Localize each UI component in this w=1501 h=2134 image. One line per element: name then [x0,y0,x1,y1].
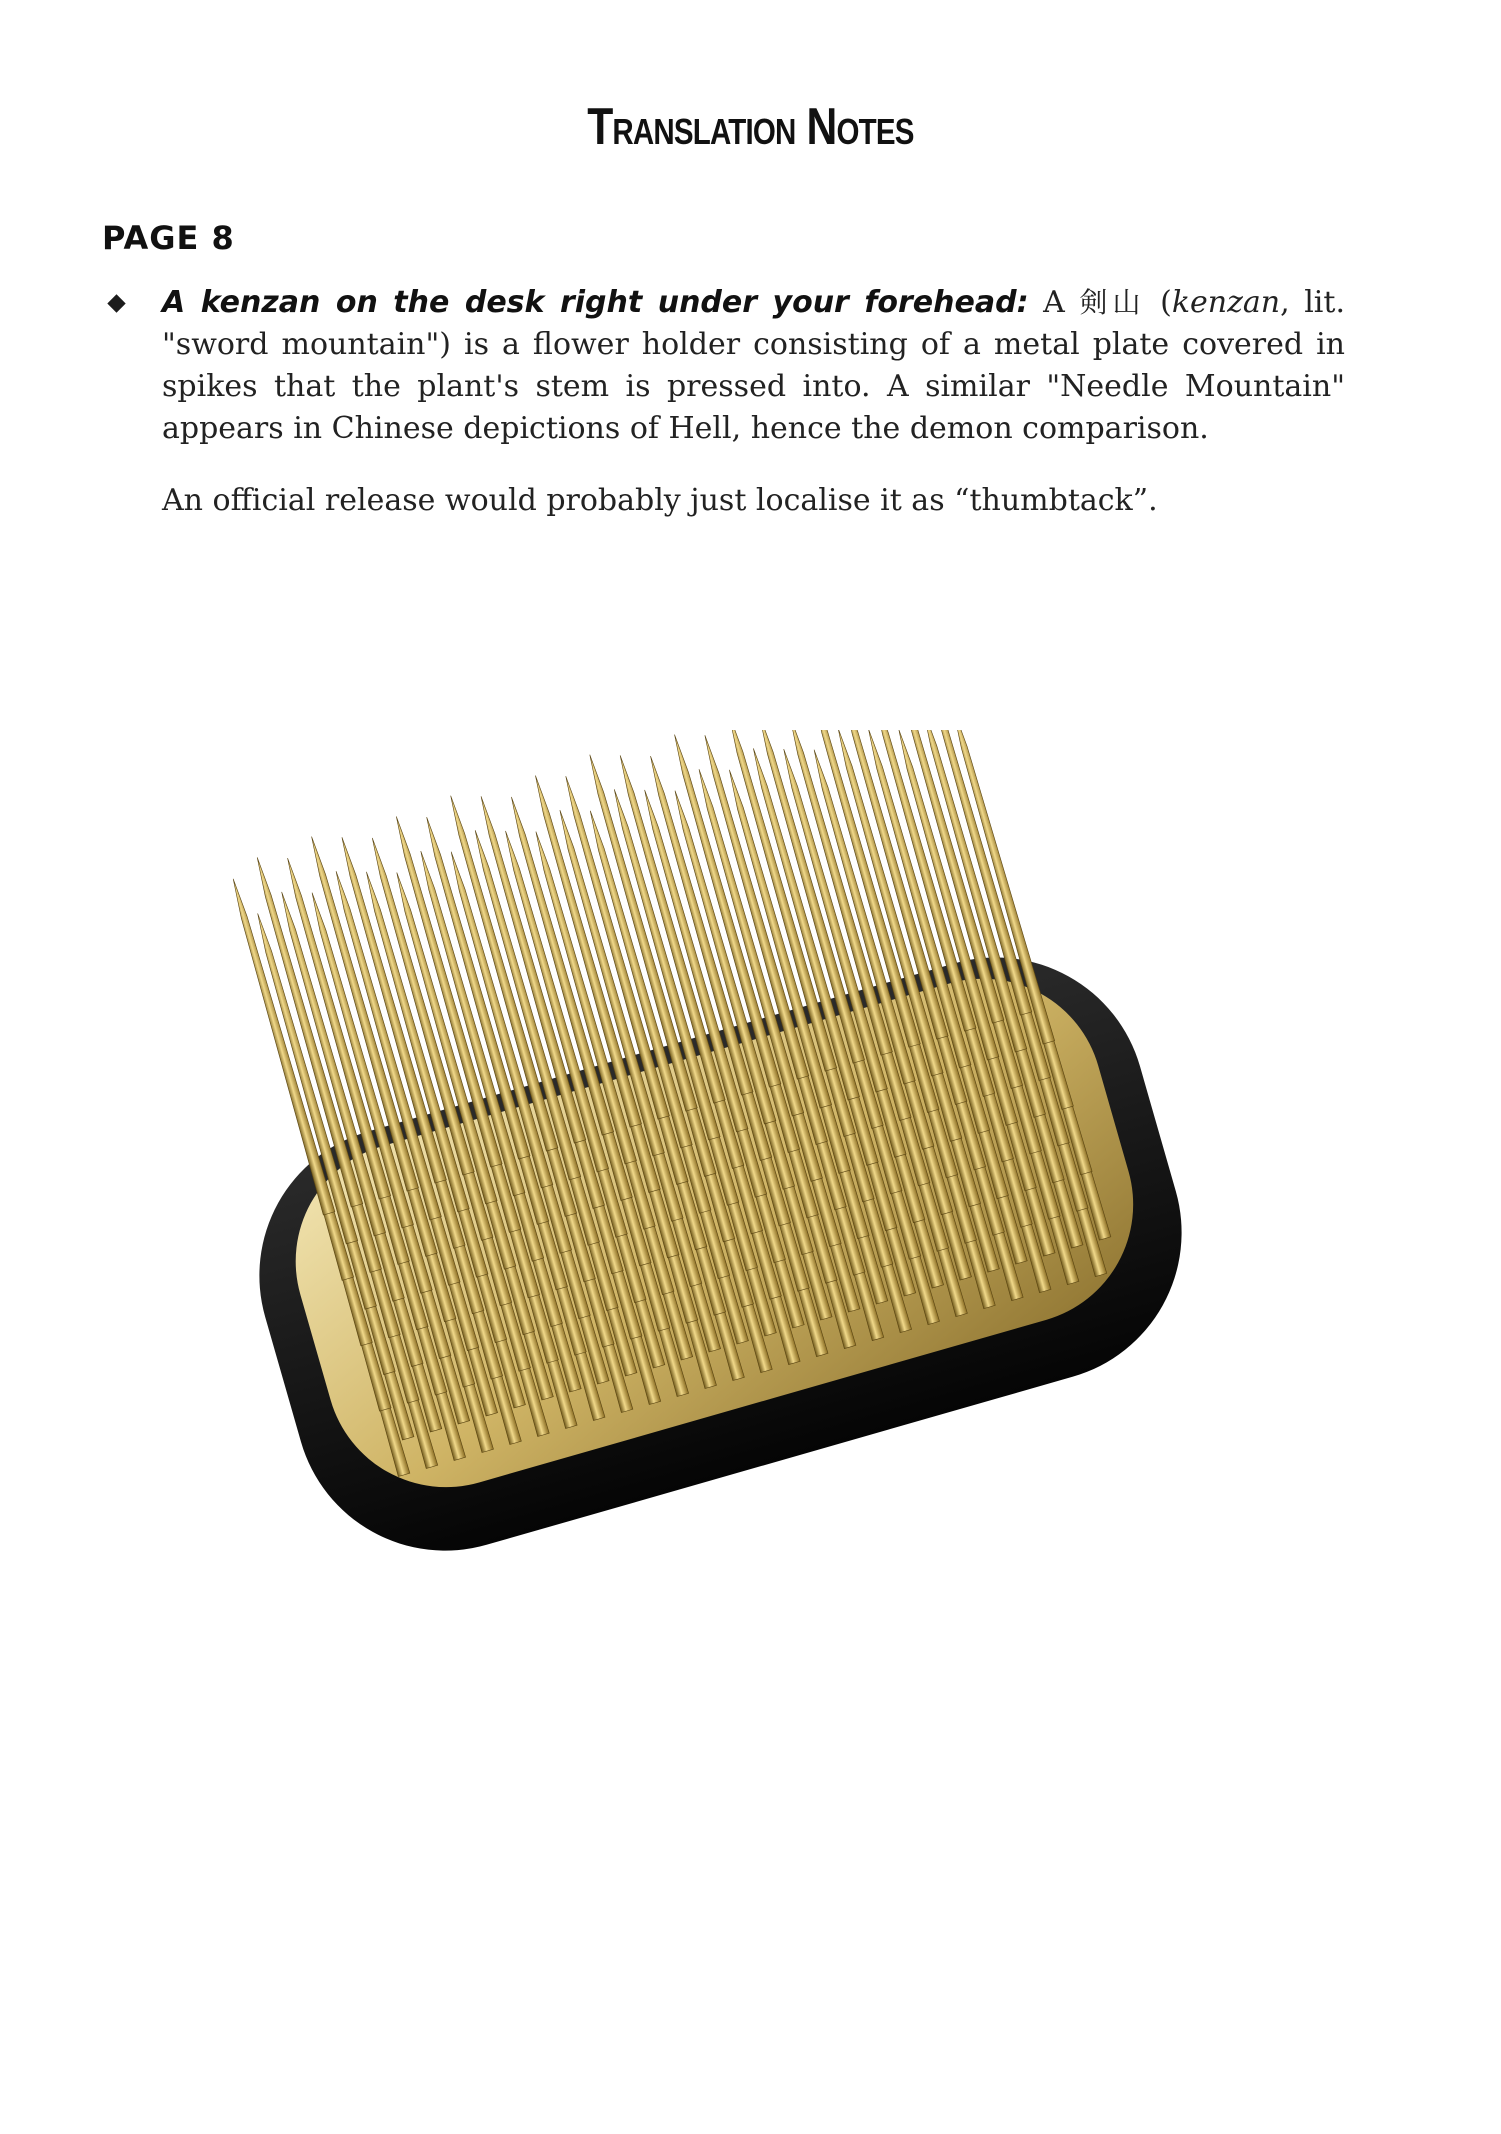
note-romaji: kenzan [1171,285,1281,320]
section-heading: PAGE 8 [102,219,235,257]
note-paragraph [162,282,1345,450]
note-followup: An official release would probably just localise it as “thumbtack”. [162,483,1158,518]
kenzan-photo [230,730,1270,1635]
note-kanji: 剣山 [1079,286,1146,319]
note-text-c: , lit. "sword mountain") is a flower holder consisting of a metal plate covered in spikes that the plant's stem is pressed into. A similar "Needle Mountain" appears in Chinese depictions of Hell, hence the demon comparison. [162,285,1345,446]
note-text-b: ( [1145,285,1172,320]
page-title: Translation Notes [587,98,914,156]
translation-note [162,282,1345,450]
note-text-a: A [1028,285,1080,320]
note-term: A kenzan on the desk right under your forehead: [162,285,1029,320]
diamond-bullet-icon [107,294,125,312]
